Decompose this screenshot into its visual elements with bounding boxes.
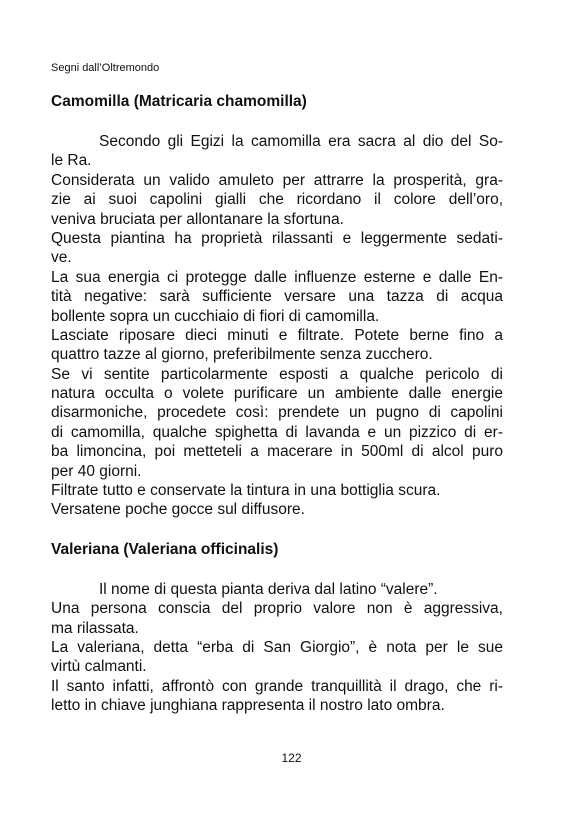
- spacer: [51, 520, 503, 540]
- text-line: virtù calmanti.: [51, 658, 147, 676]
- text-line: Filtrate tutto e conservate la tintura in una bottiglia scura.: [51, 482, 441, 500]
- text-line: di camomilla, qualche spighetta di lavanda e un pizzico di er-: [51, 423, 503, 441]
- text-line: Una persona conscia del proprio valore non è aggressiva,: [51, 600, 503, 618]
- text-line: ve.: [51, 249, 72, 267]
- text-line: ma rilassata.: [51, 619, 139, 637]
- running-head: Segni dall’Oltremondo: [51, 62, 160, 74]
- text-line: Questa piantina ha proprietà rilassanti e leggermente sedati-: [51, 229, 503, 247]
- section-heading-camomilla: Camomilla (Matricaria chamomilla): [51, 93, 307, 110]
- section-heading-valeriana: Valeriana (Valeriana officinalis): [51, 540, 279, 558]
- text-line: Considerata un valido amuleto per attrarre la prosperità, gra-: [51, 171, 503, 189]
- spacer: [51, 560, 503, 580]
- text-line: Se vi sentite particolarmente esposti a qualche pericolo di: [51, 365, 503, 383]
- text-line: veniva bruciata per allontanare la sfortuna.: [51, 210, 344, 228]
- section-body-camomilla: [51, 132, 503, 520]
- text-line: Lasciate riposare dieci minuti e filtrate. Potete berne fino a: [51, 326, 503, 344]
- text-line: Versatene poche gocce sul diffusore.: [51, 501, 305, 519]
- page-body: [51, 92, 503, 716]
- text-line: per 40 giorni.: [51, 462, 142, 480]
- section-body-valeriana: [51, 580, 503, 716]
- text-line: le Ra.: [51, 152, 92, 170]
- text-line: letto in chiave junghiana rappresenta il nostro lato ombra.: [51, 697, 445, 715]
- text-line: quattro tazze al giorno, preferibilmente senza zucchero.: [51, 346, 433, 364]
- text-line: zie ai suoi capolini gialli che ricordano il colore dell’oro,: [51, 191, 503, 209]
- text-line: tità negative: sarà sufficiente versare una tazza di acqua: [51, 288, 503, 306]
- text-line: natura occulta o volete purificare un ambiente dalle energie: [51, 385, 503, 403]
- spacer: [51, 112, 503, 132]
- text-line: Secondo gli Egizi la camomilla era sacra al dio del So-: [99, 133, 503, 150]
- text-line: Il nome di questa pianta deriva dal latino “valere”.: [99, 580, 438, 598]
- text-line: ba limoncina, poi metteteli a macerare in 500ml di alcol puro: [51, 443, 503, 461]
- text-line: bollente sopra un cucchiaio di fiori di camomilla.: [51, 307, 380, 325]
- text-line: La sua energia ci protegge dalle influenze esterne e dalle En-: [51, 268, 503, 286]
- text-line: La valeriana, detta “erba di San Giorgio”, è nota per le sue: [51, 638, 503, 656]
- page-number: 122: [281, 751, 302, 765]
- text-line: disarmoniche, procedete così: prendete un pugno di capolini: [51, 404, 503, 422]
- text-line: Il santo infatti, affrontò con grande tranquillità il drago, che ri-: [51, 677, 503, 695]
